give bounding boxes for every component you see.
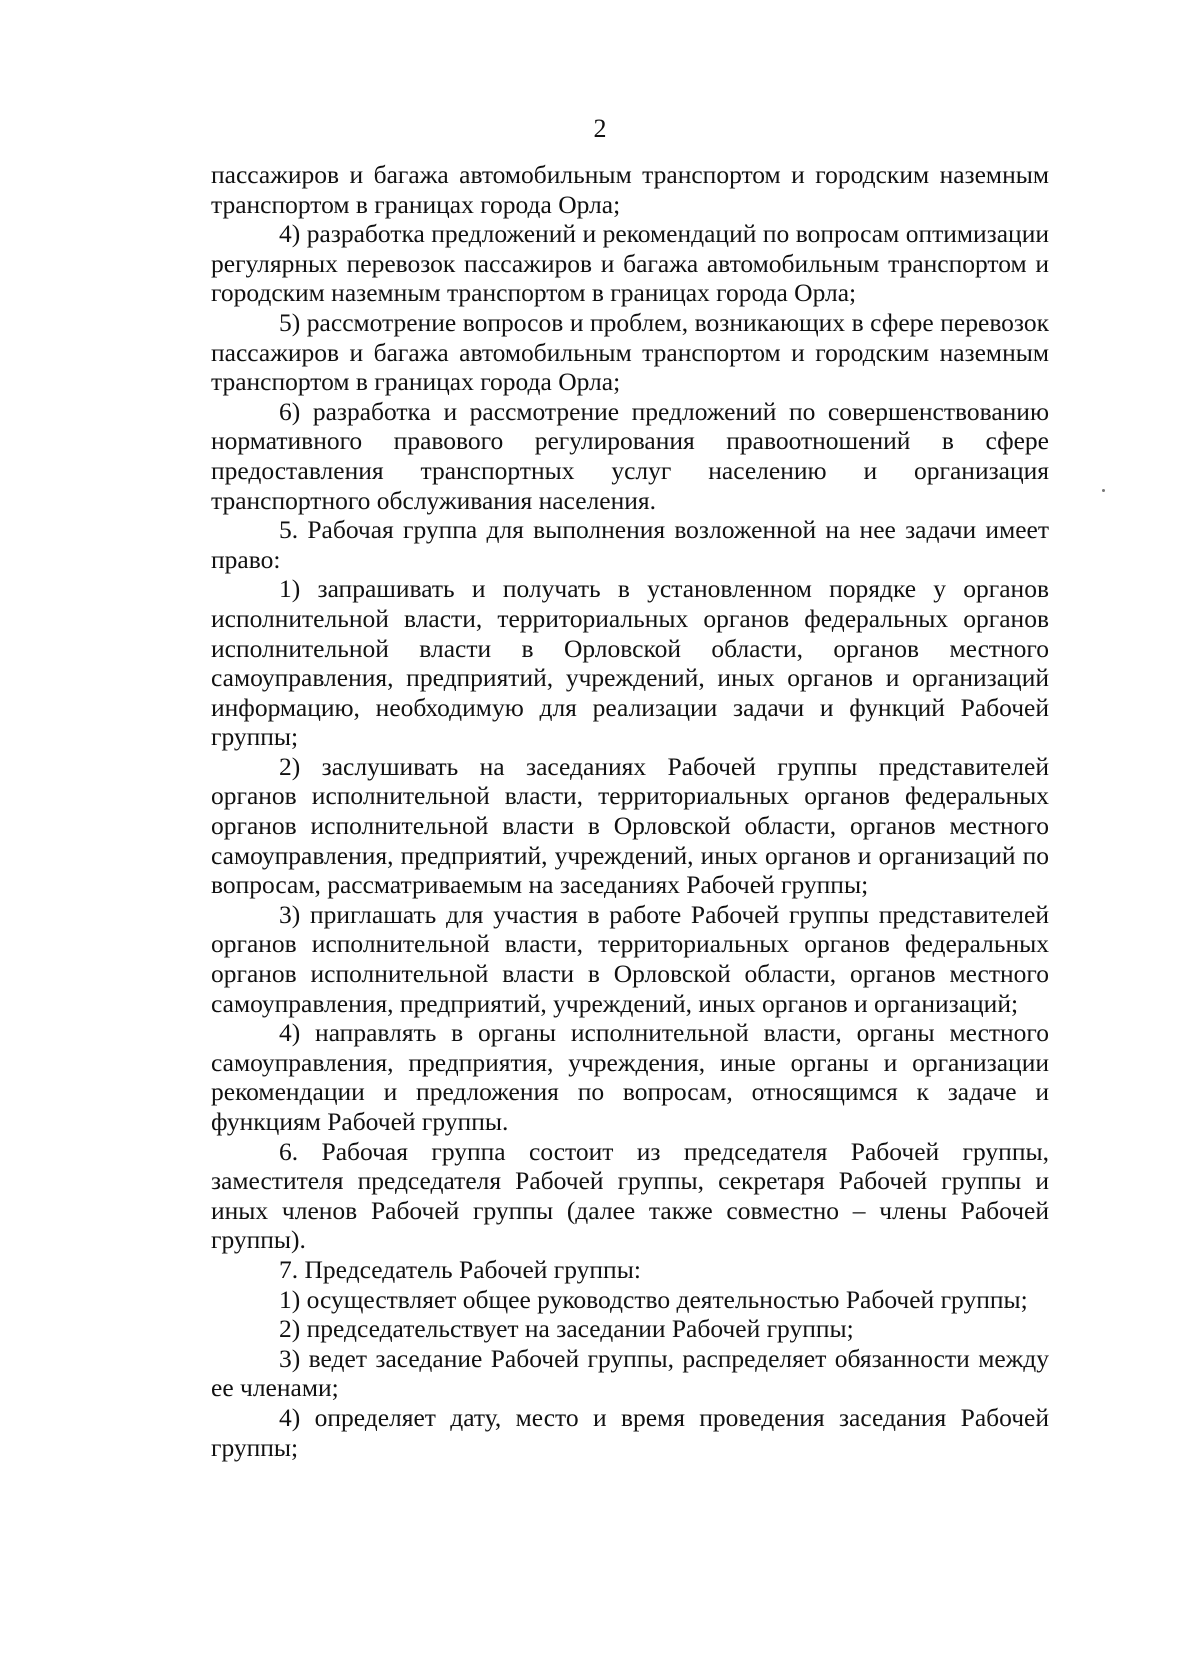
paragraph-chair-1: 1) осуществляет общее руководство деятельностью Рабочей группы;: [279, 1284, 1028, 1314]
paragraph-right-3-invite: 3) приглашать для участия в работе Рабочей группы представителей органов исполнительной власти, территориальных органов федеральных органов исполнительной власти в Орловской области, органов местного самоуправления, предприятий, учреждений, иных органов и организаций;: [211, 899, 1049, 1018]
document-body: [211, 160, 1049, 1462]
paragraph-right-2-hear: 2) заслушивать на заседаниях Рабочей группы представителей органов исполнительной власти, территориальных органов федеральных органов исполнительной власти в Орловской области, органов местного самоуправления, предприятий, учреждений, иных органов и организаций по вопросам, рассматриваемым на заседаниях Рабочей группы;: [211, 751, 1049, 900]
paragraph-chair-4: 4) определяет дату, место и время проведения заседания Рабочей группы;: [211, 1402, 1049, 1462]
scan-speck: [1102, 489, 1105, 492]
paragraph-continuation: пассажиров и багажа автомобильным транспортом и городским наземным транспортом в границах города Орла;: [211, 160, 1049, 219]
paragraph-section-6: 6. Рабочая группа состоит из председателя Рабочей группы, заместителя председателя Рабочей группы, секретаря Рабочей группы и иных членов Рабочей группы (далее также совместно – члены Рабочей группы).: [211, 1136, 1049, 1255]
page-number: 2: [593, 114, 607, 143]
paragraph-right-1-request: 1) запрашивать и получать в установленном порядке у органов исполнительной власти, территориальных органов федеральных органов исполнительной власти в Орловской области, органов местного самоуправления, предприятий, учреждений, иных органов и организаций информацию, необходимую для реализации задачи и функций Рабочей группы;: [211, 574, 1049, 752]
paragraph-section-5: 5. Рабочая группа для выполнения возложенной на нее задачи имеет право:: [211, 515, 1049, 574]
paragraph-item-5-problems: 5) рассмотрение вопросов и проблем, возникающих в сфере перевозок пассажиров и багажа автомобильным транспортом и городским наземным транспортом в границах города Орла;: [211, 307, 1049, 397]
paragraph-section-7: 7. Председатель Рабочей группы:: [279, 1254, 641, 1284]
paragraph-chair-2: 2) председательствует на заседании Рабочей группы;: [279, 1314, 854, 1344]
paragraph-item-4-proposals: 4) разработка предложений и рекомендаций по вопросам оптимизации регулярных перевозок пассажиров и багажа автомобильным транспортом и городским наземным транспортом в границах города Орла;: [211, 219, 1049, 308]
paragraph-item-6-regulation: 6) разработка и рассмотрение предложений по совершенствованию нормативного правового регулирования правоотношений в сфере предоставления транспортных услуг населению и организация транспортного обслуживания населения.: [211, 396, 1049, 515]
paragraph-chair-3: 3) ведет заседание Рабочей группы, распределяет обязанности между ее членами;: [211, 1343, 1049, 1403]
paragraph-right-4-direct: 4) направлять в органы исполнительной власти, органы местного самоуправления, предприятия, учреждения, иные органы и организации рекомендации и предложения по вопросам, относящимся к задаче и функциям Рабочей группы.: [211, 1018, 1049, 1136]
